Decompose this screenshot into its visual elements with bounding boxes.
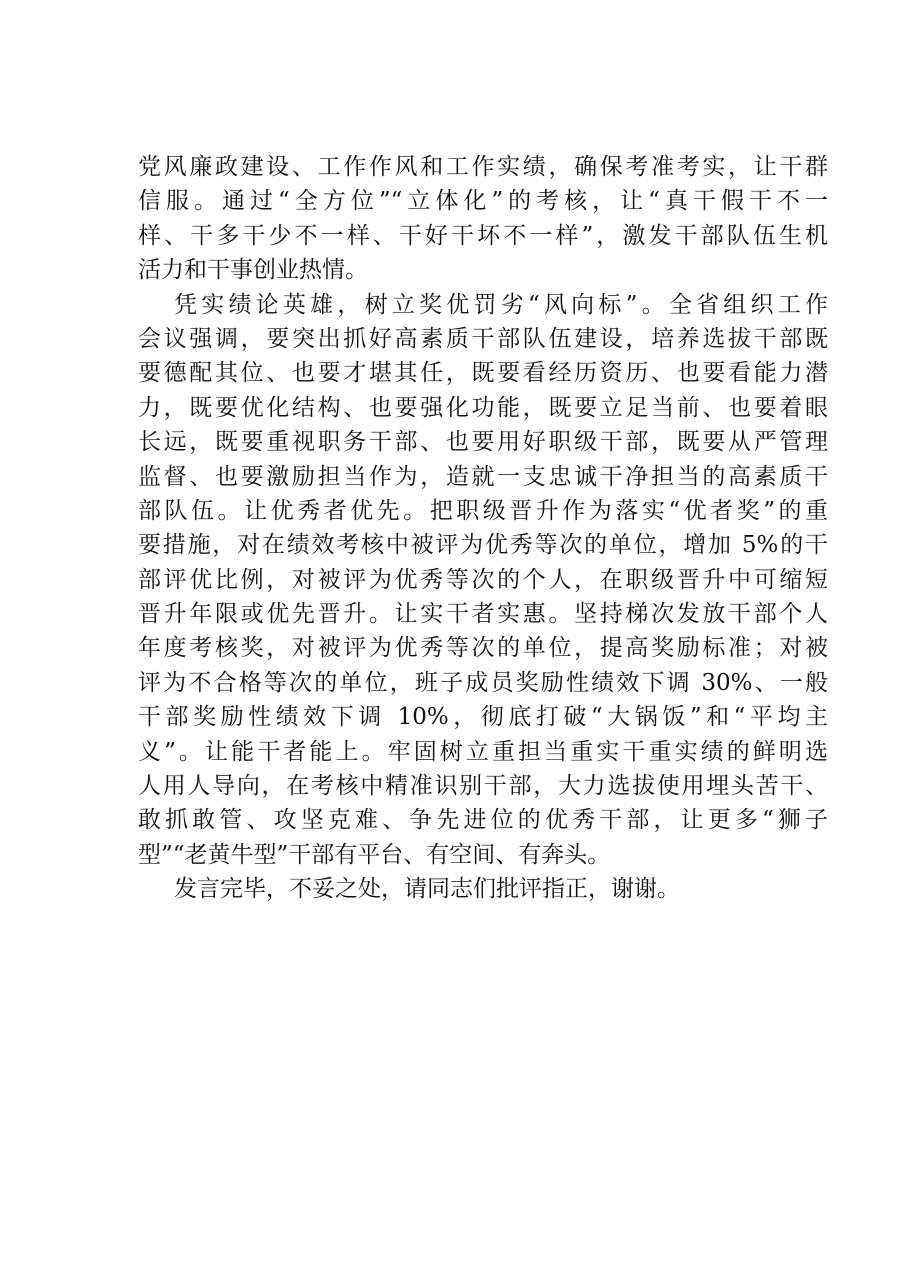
document-body [138, 150, 828, 907]
text-line: 信服。通过“全方位”“立体化”的考核，让“真干假干不一 [138, 188, 828, 215]
paragraph-2 [138, 288, 828, 873]
text-line: 义”。让能干者能上。牢固树立重担当重实干重实绩的鲜明选 [138, 738, 828, 765]
text-line: 活力和干事创业热情。 [138, 257, 368, 284]
text-line: 凭实绩论英雄，树立奖优罚劣“风向标”。全省组织工作 [174, 291, 828, 318]
text-line: 评为不合格等次的单位，班子成员奖励性绩效下调 30%、一般 [138, 669, 828, 696]
text-line: 力，既要优化结构、也要强化功能，既要立足当前、也要着眼 [138, 394, 828, 421]
text-line: 部评优比例，对被评为优秀等次的个人，在职级晋升中可缩短 [138, 566, 828, 593]
text-line: 型”“老黄牛型”干部有平台、有空间、有奔头。 [138, 841, 611, 868]
text-line: 要德配其位、也要才堪其任，既要看经历资历、也要看能力潜 [138, 360, 828, 387]
text-line: 发言完毕，不妥之处，请同志们批评指正，谢谢。 [174, 876, 680, 903]
text-line: 年度考核奖，对被评为优秀等次的单位，提高奖励标准；对被 [138, 635, 828, 662]
text-line: 样、干多干少不一样、干好干坏不一样”，激发干部队伍生机 [138, 222, 828, 249]
paragraph-3 [138, 872, 828, 906]
paragraph-1 [138, 150, 828, 288]
text-line: 干部奖励性绩效下调 10%，彻底打破“大锅饭”和“平均主 [138, 704, 828, 731]
text-line: 部队伍。让优秀者优先。把职级晋升作为落实“优者奖”的重 [138, 497, 828, 524]
text-line: 晋升年限或优先晋升。让实干者实惠。坚持梯次发放干部个人 [138, 601, 828, 628]
text-line: 人用人导向，在考核中精准识别干部，大力选拔使用埋头苦干、 [138, 773, 828, 800]
text-line: 会议强调，要突出抓好高素质干部队伍建设，培养选拔干部既 [138, 325, 828, 352]
text-line: 要措施，对在绩效考核中被评为优秀等次的单位，增加 5%的干 [138, 532, 828, 559]
text-line: 长远，既要重视职务干部、也要用好职级干部，既要从严管理 [138, 429, 828, 456]
text-line: 党风廉政建设、工作作风和工作实绩，确保考准考实，让干群 [138, 154, 828, 180]
text-line: 敢抓敢管、攻坚克难、争先进位的优秀干部，让更多“狮子 [138, 807, 828, 834]
text-line: 监督、也要激励担当作为，造就一支忠诚干净担当的高素质干 [138, 463, 828, 490]
